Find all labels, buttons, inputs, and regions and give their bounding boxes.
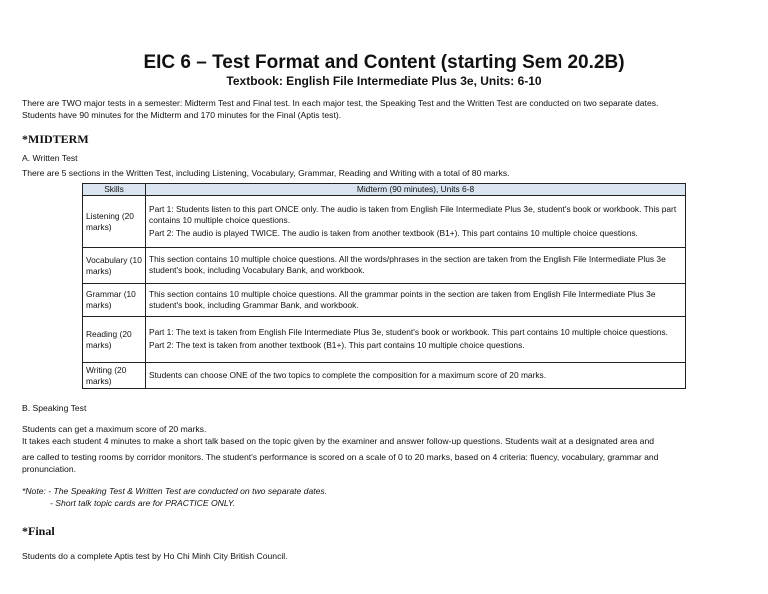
- midterm-skills-table: [82, 183, 686, 389]
- reading-part-1: Part 1: The text is taken from English File Intermediate Plus 3e, student's book or workbook. This part contains 10 multiple choice questions.: [149, 327, 668, 337]
- skill-description: [146, 196, 686, 248]
- midterm-heading: *MIDTERM: [22, 132, 89, 146]
- listening-part-1: Part 1: Students listen to this part ONCE only. The audio is taken from English File Intermediate Plus 3e, student's book or workbook. This part contains 10 multiple choice questions.: [149, 203, 677, 225]
- note-line-1: *Note: - The Speaking Test & Written Test are conducted on two separate dates.: [22, 486, 328, 496]
- reading-part-2: Part 2: The text is taken from another textbook (B1+). This part contains 10 multiple choice questions.: [149, 340, 525, 350]
- written-test-intro: There are 5 sections in the Written Test, including Listening, Vocabulary, Grammar, Reading and Writing with a total of 80 marks.: [22, 168, 510, 178]
- table-header-row: [83, 184, 686, 196]
- listening-part-2: Part 2: The audio is played TWICE. The audio is taken from another textbook (B1+). This part contains 10 multiple choice questions.: [149, 227, 638, 238]
- intro-line-1: There are TWO major tests in a semester: Midterm Test and Final test. In each major test, the Speaking Test and the Written Test are conducted on two separate dates.: [22, 98, 659, 108]
- skill-description: [146, 248, 686, 284]
- skill-description: [146, 284, 686, 317]
- speaking-line-3: are called to testing rooms by corridor monitors. The student's performance is scored on a scale of 0 to 20 marks, based on 4 criteria: fluency, vocabulary, grammar and: [22, 452, 659, 462]
- note-line-2: - Short talk topic cards are for PRACTICE ONLY.: [50, 498, 236, 508]
- table-row: [83, 248, 686, 284]
- skill-writing: Writing (20 marks): [83, 363, 146, 389]
- intro-line-2: Students have 90 minutes for the Midterm and 170 minutes for the Final (Aptis test).: [22, 110, 342, 120]
- table-row: [83, 317, 686, 363]
- speaking-line-4: pronunciation.: [22, 464, 76, 474]
- speaking-test-heading: B. Speaking Test: [22, 403, 87, 413]
- writing-part: Students can choose ONE of the two topics to complete the composition for a maximum score of 20 marks.: [149, 369, 547, 380]
- written-test-heading: A. Written Test: [22, 153, 78, 163]
- vocabulary-part: This section contains 10 multiple choice questions. All the words/phrases in the section are taken from the English File Intermediate Plus 3e student's book, including Vocabulary Bank, and workbook.: [149, 254, 666, 275]
- skill-vocabulary: Vocabulary (10 marks): [83, 248, 146, 284]
- speaking-line-2: It takes each student 4 minutes to make a short talk based on the topic given by the examiner and answer follow-up questions. Students wait at a designated area and: [22, 436, 655, 446]
- skill-description: [146, 363, 686, 389]
- skill-listening: Listening (20 marks): [83, 196, 146, 248]
- header-skills: Skills: [83, 184, 146, 196]
- final-text: Students do a complete Aptis test by Ho Chi Minh City British Council.: [22, 551, 288, 561]
- table-row: [83, 196, 686, 248]
- skill-description: [146, 317, 686, 363]
- final-heading: *Final: [22, 524, 55, 538]
- header-midterm: Midterm (90 minutes), Units 6-8: [146, 184, 686, 196]
- grammar-part: This section contains 10 multiple choice questions. All the grammar points in the section are taken from English File Intermediate Plus 3e student's book, including Grammar Bank, and workbook.: [149, 288, 656, 310]
- speaking-line-1: Students can get a maximum score of 20 marks.: [22, 424, 207, 434]
- page-subtitle: Textbook: English File Intermediate Plus 3e, Units: 6-10: [226, 74, 542, 88]
- skill-grammar: Grammar (10 marks): [83, 284, 146, 317]
- table-row: [83, 284, 686, 317]
- table-row: [83, 363, 686, 389]
- page-title: EIC 6 – Test Format and Content (starting Sem 20.2B): [143, 52, 625, 73]
- skill-reading: Reading (20 marks): [83, 317, 146, 363]
